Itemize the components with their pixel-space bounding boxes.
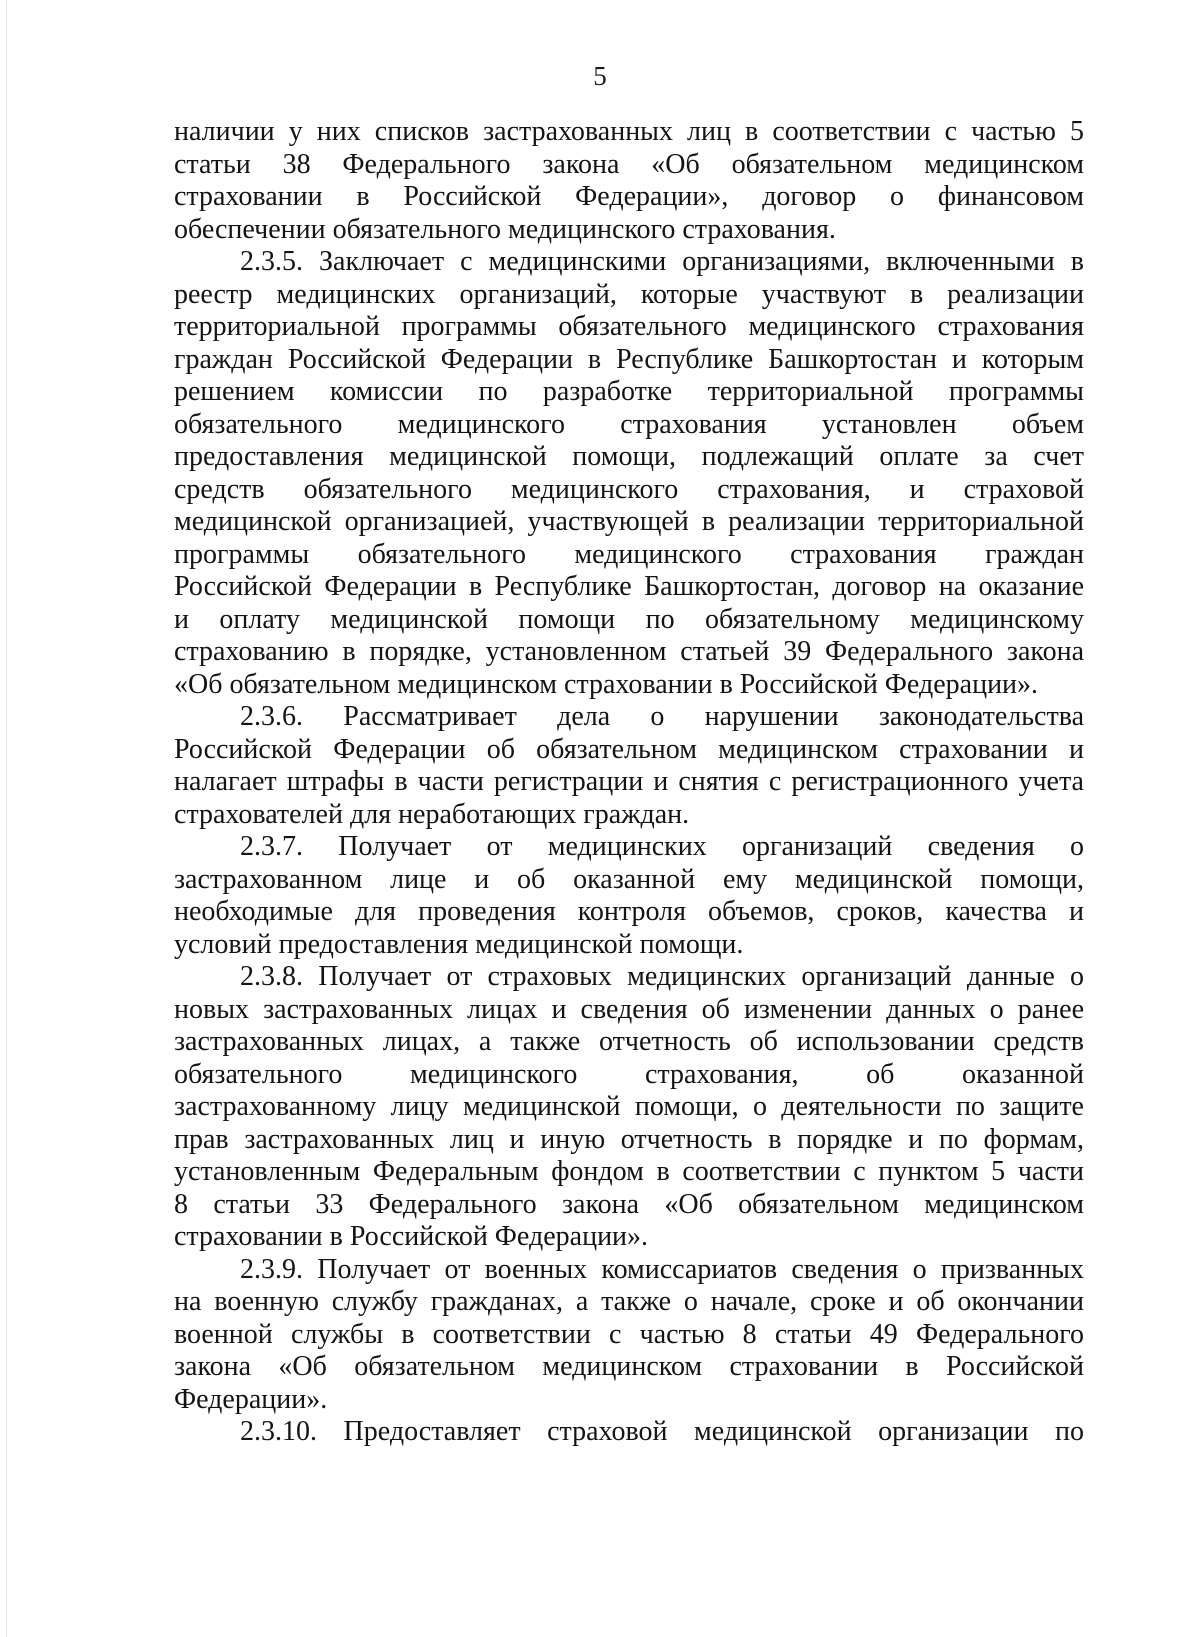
- page-number: 5: [593, 61, 607, 91]
- text-line: реестр медицинских организаций, которые участвуют в реализации: [174, 278, 1084, 310]
- text-line: 2.3.6. Рассматривает дела о нарушении законодательства: [240, 701, 1084, 732]
- text-line: средств обязательного медицинского страхования, и страховой: [174, 473, 1084, 505]
- text-line: 2.3.9. Получает от военных комиссариатов сведения о призванных: [240, 1253, 1084, 1285]
- text-line: прав застрахованных лиц и иную отчетность в порядке и по формам,: [174, 1123, 1084, 1155]
- text-line: территориальной программы обязательного медицинского страхования: [174, 311, 1084, 342]
- text-line: обеспечении обязательного медицинского страхования.: [174, 213, 836, 245]
- text-line: застрахованному лицу медицинской помощи, о деятельности по защите: [174, 1091, 1084, 1122]
- text-line: наличии у них списков застрахованных лиц в соответствии с частью 5: [174, 116, 1084, 147]
- text-line: застрахованном лице и об оказанной ему медицинской помощи,: [174, 863, 1084, 895]
- text-line: застрахованных лицах, а также отчетность об использовании средств: [174, 1026, 1084, 1057]
- text-line: на военную службу гражданах, а также о начале, сроке и об окончании: [174, 1286, 1084, 1317]
- text-line: новых застрахованных лицах и сведения об изменении данных о ранее: [174, 993, 1084, 1025]
- text-line: необходимые для проведения контроля объемов, сроков, качества и: [174, 896, 1084, 927]
- text-line: предоставления медицинской помощи, подлежащий оплате за счет: [174, 441, 1084, 472]
- text-line: «Об обязательном медицинском страховании в Российской Федерации».: [174, 668, 1039, 700]
- text-line: страхованию в порядке, установленном статьей 39 Федерального закона: [174, 636, 1084, 667]
- text-line: страховании в Российской Федерации», договор о финансовом: [174, 181, 1084, 212]
- text-line: статьи 38 Федерального закона «Об обязательном медицинском: [174, 148, 1084, 180]
- text-line: Российской Федерации в Республике Башкортостан, договор на оказание: [174, 571, 1084, 602]
- text-line: программы обязательного медицинского страхования граждан: [174, 538, 1084, 570]
- scan-edge-line: [6, 0, 7, 1637]
- text-line: Российской Федерации об обязательном медицинском страховании и: [174, 733, 1084, 765]
- text-line: страховании в Российской Федерации».: [174, 1221, 649, 1252]
- text-line: военной службы в соответствии с частью 8 статьи 49 Федерального: [174, 1318, 1084, 1350]
- text-line: закона «Об обязательном медицинском страховании в Российской: [174, 1351, 1084, 1382]
- text-line: 2.3.5. Заключает с медицинскими организациями, включенными в: [240, 246, 1084, 277]
- text-line: и оплату медицинской помощи по обязательному медицинскому: [174, 603, 1084, 635]
- text-line: 2.3.8. Получает от страховых медицинских организаций данные о: [240, 961, 1084, 992]
- text-line: 8 статьи 33 Федерального закона «Об обязательном медицинском: [174, 1188, 1084, 1220]
- text-line: налагает штрафы в части регистрации и снятия с регистрационного учета: [174, 766, 1084, 797]
- text-line: медицинской организацией, участвующей в реализации территориальной: [174, 506, 1084, 537]
- text-line: условий предоставления медицинской помощи.: [174, 928, 744, 960]
- text-line: обязательного медицинского страхования, об оказанной: [174, 1058, 1084, 1090]
- text-line: граждан Российской Федерации в Республике Башкортостан и которым: [174, 343, 1084, 375]
- text-line: 2.3.7. Получает от медицинских организаций сведения о: [240, 831, 1084, 862]
- text-line: решением комиссии по разработке территориальной программы: [174, 376, 1084, 407]
- text-line: обязательного медицинского страхования установлен объем: [174, 408, 1084, 440]
- text-line: 2.3.10. Предоставляет страховой медицинской организации по: [240, 1416, 1084, 1447]
- text-line: страхователей для неработающих граждан.: [174, 798, 690, 830]
- text-line: установленным Федеральным фондом в соответствии с пунктом 5 части: [174, 1156, 1084, 1187]
- document-body-text: [174, 116, 1084, 1449]
- text-line: Федерации».: [174, 1383, 328, 1415]
